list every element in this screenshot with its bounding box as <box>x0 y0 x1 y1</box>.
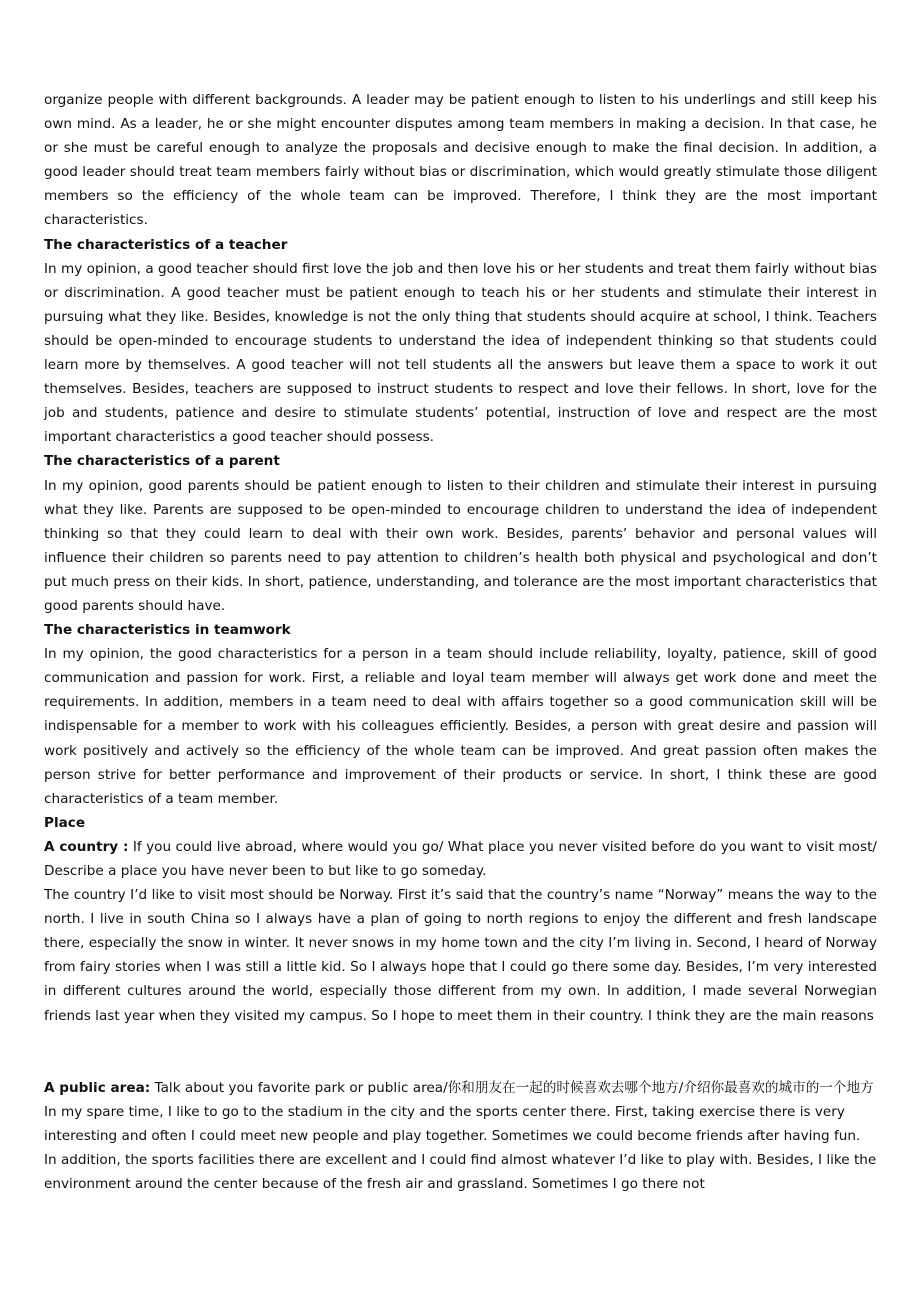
teacher-heading: The characteristics of a teacher <box>44 236 288 253</box>
country-question-text: If you could live abroad, where would you go/ What place you never visited before do you want to visit most/ Describe a place you have never been to but like to go someday. <box>44 838 877 879</box>
teamwork-paragraph: In my opinion, the good characteristics for a person in a team should include reliability, loyalty, patience, skill of good communication and passion for work. First, a reliable and loyal team member will always get work done and meet the requirements. In addition, members in a team need to deal with affairs together so a good communication skill will be indispensable for a member to work with his colleagues efficiently. Besides, a person with great desire and passion will work positively and actively so the efficiency of the whole team can be improved. And great passion often makes the person strive for better performance and improvement of their products or service. In short, I think these are good characteristics of a team member. <box>44 646 877 807</box>
parent-heading: The characteristics of a parent <box>44 453 280 470</box>
public-area-question-text: Talk about you favorite park or public area/你和朋友在一起的时候喜欢去哪个地方/介绍你最喜欢的城市的一个地方 <box>150 1079 874 1096</box>
section-gap <box>44 1028 877 1076</box>
public-area-label: A public area: <box>44 1079 151 1096</box>
country-label: A country : <box>44 838 129 855</box>
public-area-question <box>44 1076 877 1100</box>
teacher-paragraph: In my opinion, a good teacher should first love the job and then love his or her students and treat them fairly without bias or discrimination. A good teacher must be patient enough to teach his or her students and stimulate their interest in pursuing what they like. Besides, knowledge is not the only thing that students should acquire at school, I think. Teachers should be open-minded to encourage students to understand the idea of independent thinking so that students could learn more by themselves. A good teacher will not tell students all the answers but leave them a space to work it out themselves. Besides, teachers are supposed to instruct students to respect and love their fellows. In short, love for the job and students, patience and desire to stimulate students’ potential, instruction of love and respect are the most important characteristics a good teacher should possess. <box>44 260 877 446</box>
place-heading: Place <box>44 814 86 831</box>
country-paragraph: The country I’d like to visit most should be Norway. First it’s said that the country’s name “Norway” means the way to the north. I live in south China so I always have a plan of going to north regions to enjoy the different and fresh landscape there, especially the snow in winter. It never snows in my home town and the city I’m living in. Second, I heard of Norway from fairy stories when I was still a little kid. So I always hope that I could go there some day. Besides, I’m very interested in different cultures around the world, especially those different from my own. In addition, I made several Norwegian friends last year when they visited my campus. So I hope to meet them in their country. I think they are the main reasons <box>44 887 877 1024</box>
country-question <box>44 835 877 883</box>
parent-paragraph: In my opinion, good parents should be patient enough to listen to their children and stimulate their interest in pursuing what they like. Parents are supposed to be open-minded to encourage children to understand the idea of independent thinking so that they could learn to deal with their own work. Besides, parents’ behavior and personal values will influence their children so parents need to pay attention to children’s health both physical and psychological and don’t put much press on their kids. In short, patience, understanding, and tolerance are the most important characteristics that good parents should have. <box>44 477 877 614</box>
document-page <box>44 88 877 1196</box>
public-area-paragraph: In my spare time, I like to go to the stadium in the city and the sports center there. First, taking exercise there is very interesting and often I could meet new people and play together. Sometimes we could become friends after having fun. In addition, the sports facilities there are excellent and I could find almost whatever I’d like to play with. Besides, I like the environment around the center because of the fresh air and grassland. Sometimes I go there not <box>44 1103 877 1193</box>
teamwork-heading: The characteristics in teamwork <box>44 622 291 639</box>
leader-paragraph: organize people with different backgrounds. A leader may be patient enough to listen to his underlings and still keep his own mind. As a leader, he or she might encounter disputes among team members in making a decision. In that case, he or she must be careful enough to analyze the proposals and decisive enough to make the final decision. In addition, a good leader should treat team members fairly without bias or discrimination, which would greatly stimulate those diligent members so the efficiency of the whole team can be improved. Therefore, I think they are the most important characteristics. <box>44 92 877 229</box>
